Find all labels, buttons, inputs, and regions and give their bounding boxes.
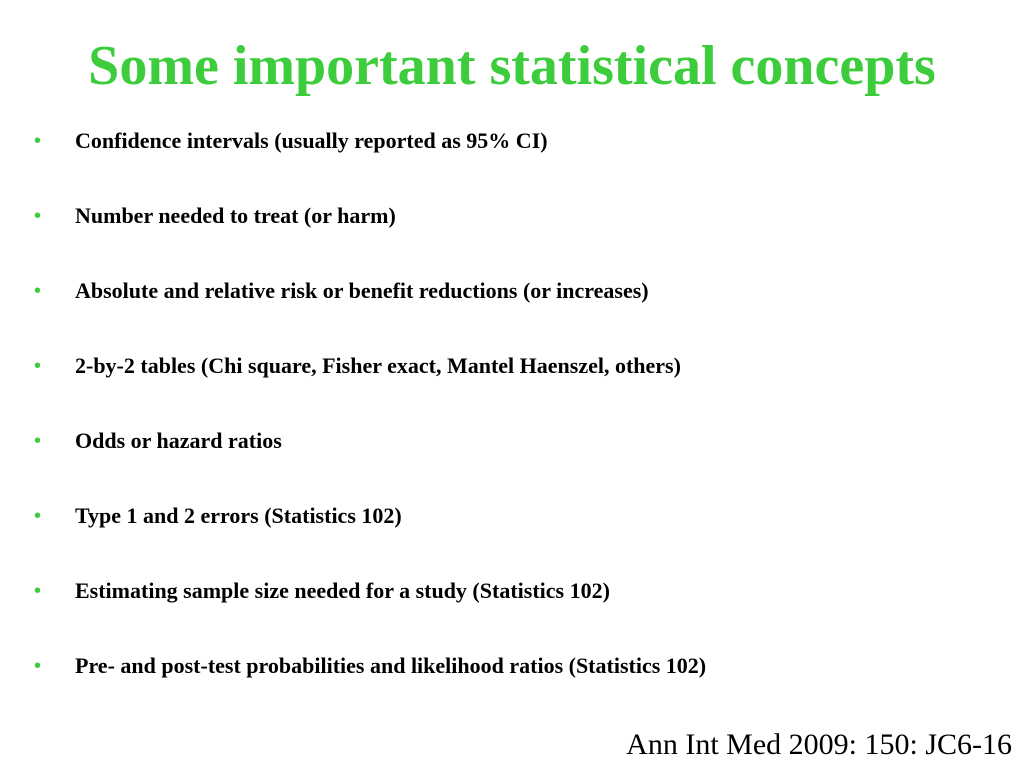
bullet-text: Confidence intervals (usually reported as 95% CI) — [75, 128, 548, 153]
bullet-icon: • — [34, 280, 42, 302]
bullet-icon: • — [34, 130, 42, 152]
bullet-text: Absolute and relative risk or benefit reductions (or increases) — [75, 278, 649, 303]
bullet-icon: • — [34, 655, 42, 677]
bullet-icon: • — [34, 580, 42, 602]
bullet-icon: • — [34, 505, 42, 527]
bullet-text: 2-by-2 tables (Chi square, Fisher exact, Mantel Haenszel, others) — [75, 353, 681, 378]
bullet-text: Pre- and post-test probabilities and likelihood ratios (Statistics 102) — [75, 653, 707, 678]
list-item — [0, 351, 1000, 381]
list-item — [0, 201, 1000, 231]
slide-title: Some important statistical concepts — [88, 35, 936, 97]
list-item — [0, 576, 1000, 606]
bullet-icon: • — [34, 355, 42, 377]
list-item — [0, 501, 1000, 531]
list-item — [0, 276, 1000, 306]
bullet-text: Odds or hazard ratios — [75, 428, 282, 453]
citation: Ann Int Med 2009: 150: JC6-16 — [626, 728, 1012, 761]
list-item — [0, 426, 1000, 456]
list-item — [0, 651, 1000, 681]
bullet-text: Type 1 and 2 errors (Statistics 102) — [75, 503, 402, 528]
bullet-text: Number needed to treat (or harm) — [75, 203, 396, 228]
bullet-icon: • — [34, 205, 42, 227]
list-item — [0, 126, 1000, 156]
bullet-text: Estimating sample size needed for a study (Statistics 102) — [75, 578, 610, 603]
bullet-icon: • — [34, 430, 42, 452]
